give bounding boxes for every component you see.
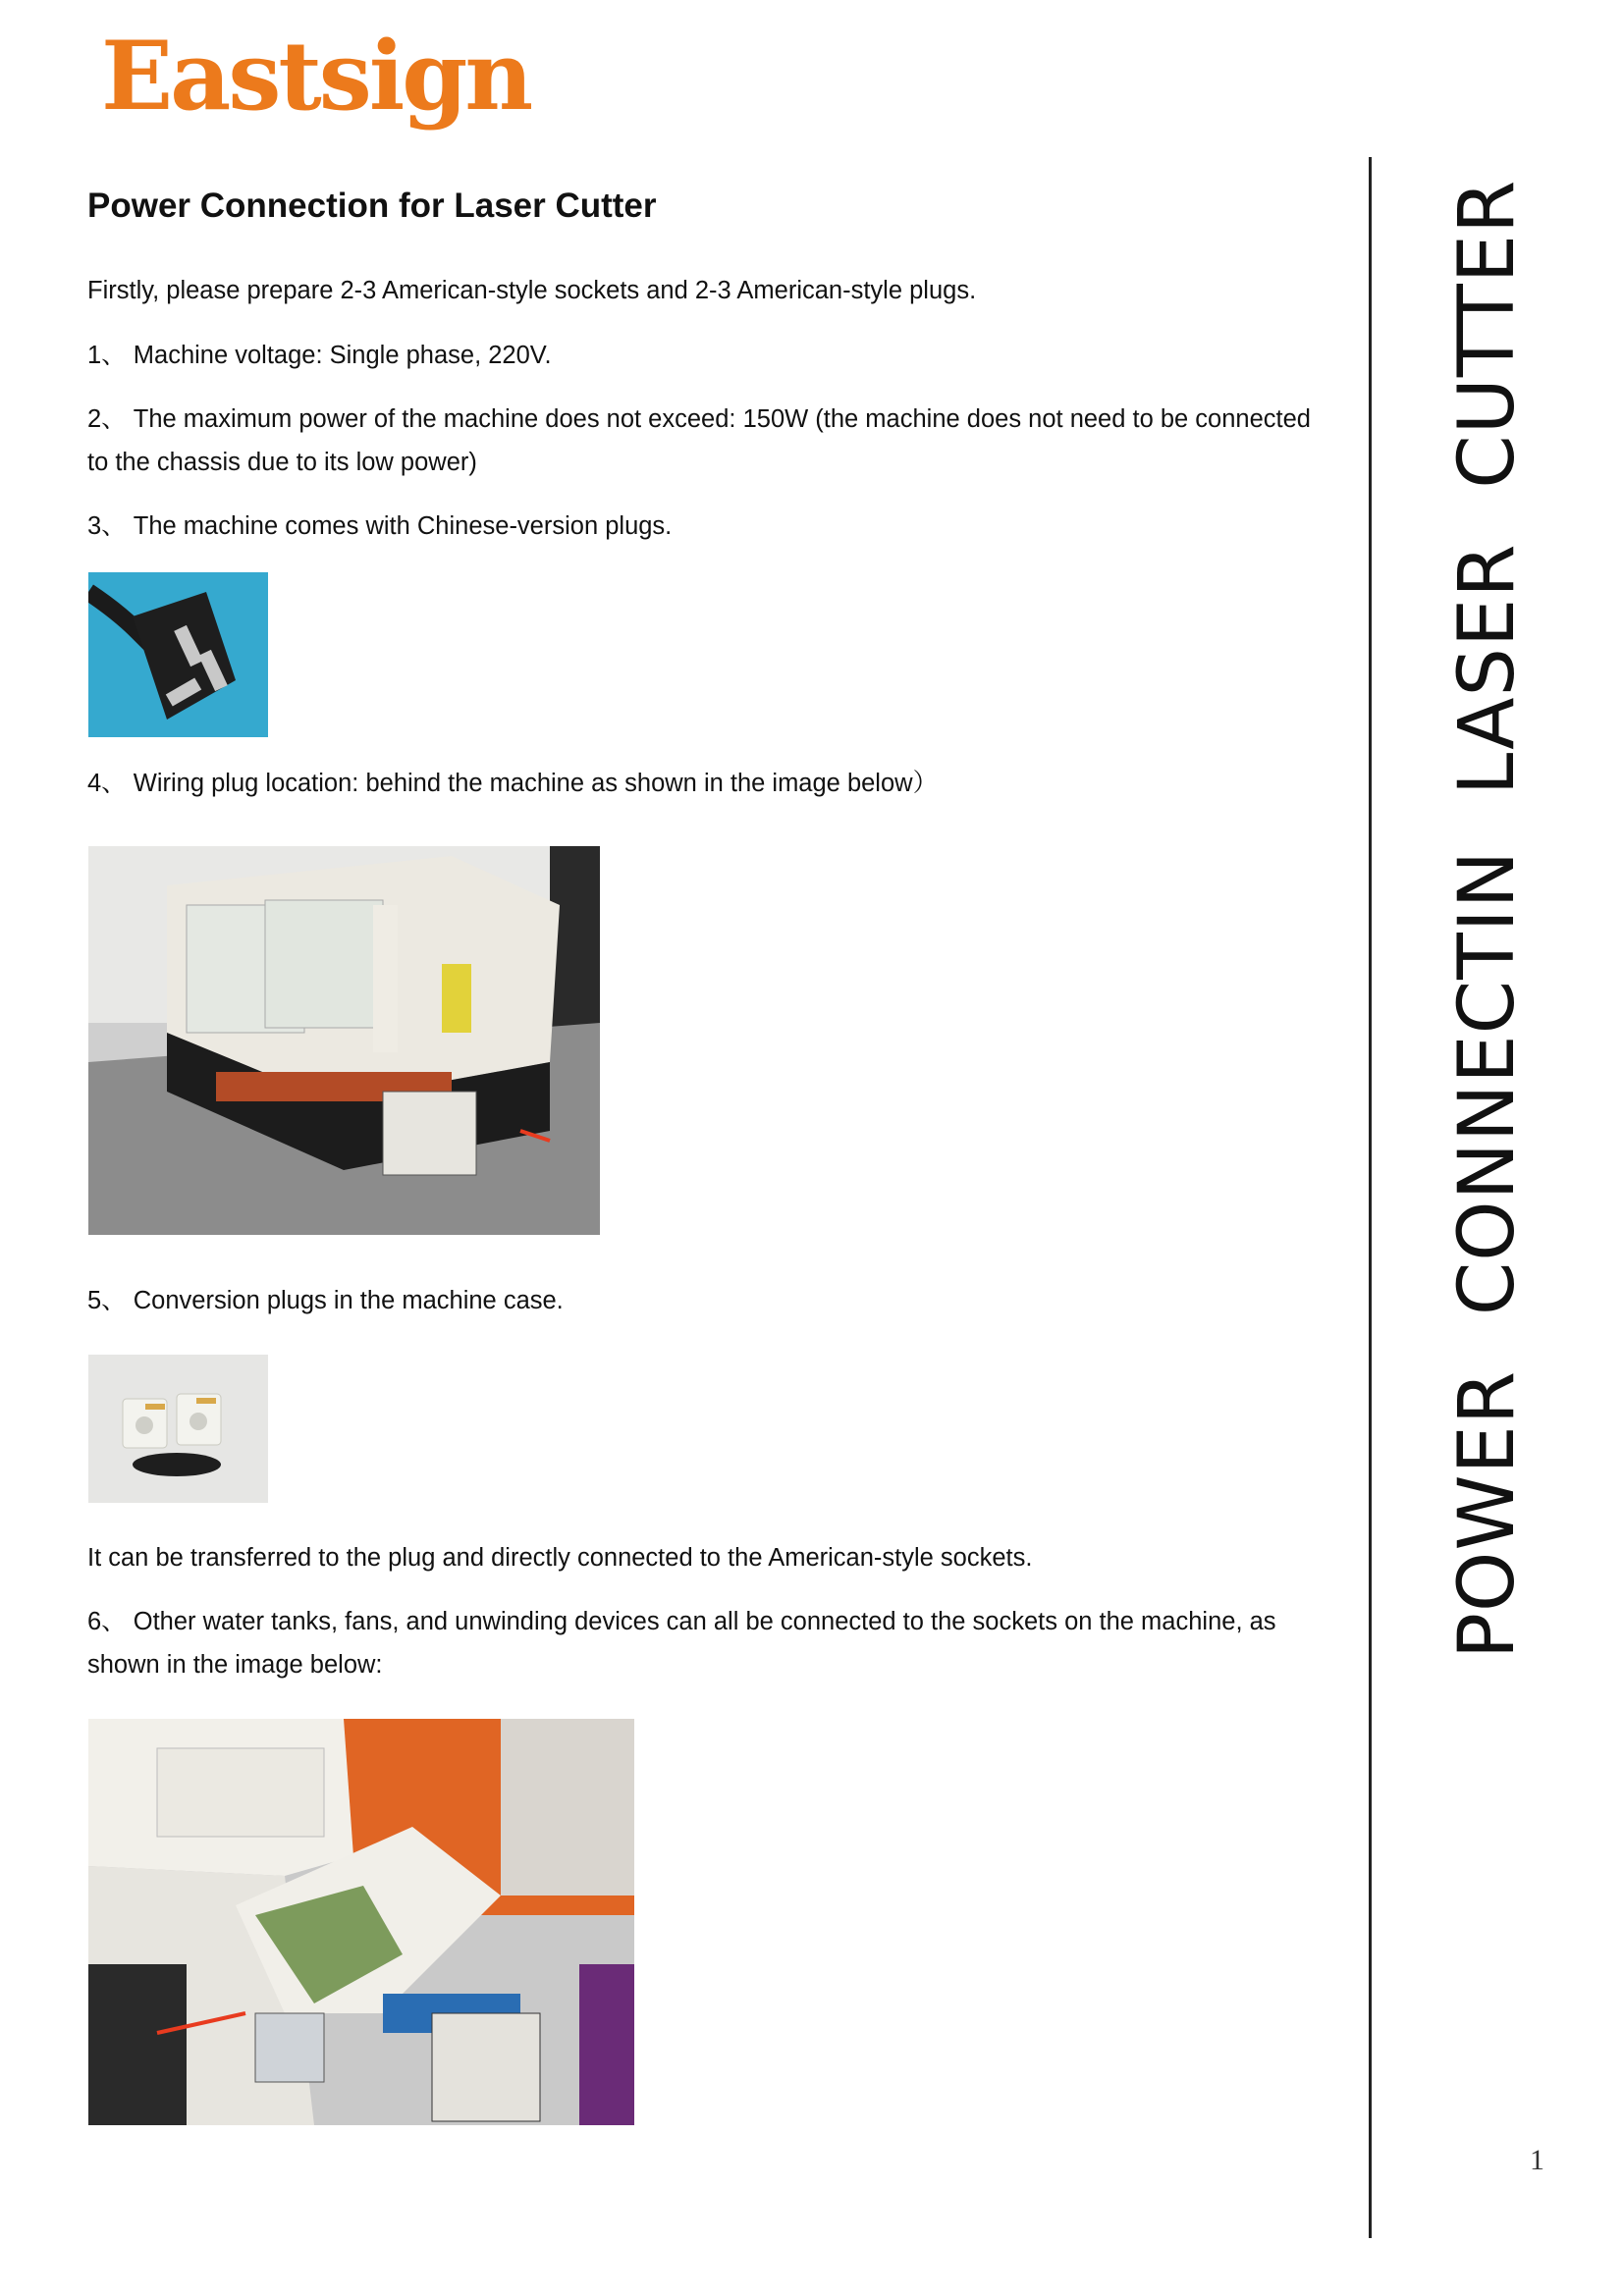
laser-cutter-machine-photo [88, 846, 600, 1235]
transfer-note: It can be transferred to the plug and directly connected to the American-style sockets. [87, 1544, 1033, 1572]
vertical-divider [1369, 157, 1372, 2238]
page-number: 1 [1530, 2144, 1544, 2176]
side-title: POWER CONNECTIN LASER CUTTER [1443, 179, 1532, 1659]
item-4: 4、 Wiring plug location: behind the machine as shown in the image below） [87, 770, 939, 797]
page-title: Power Connection for Laser Cutter [87, 187, 657, 225]
item-2: 2、 The maximum power of the machine does not exceed: 150W (the machine does not need to be connected to the chassis due to its low power) [87, 405, 1311, 476]
item-6: 6、 Other water tanks, fans, and unwinding devices can all be connected to the sockets on the machine, as shown in the image below: [87, 1608, 1276, 1679]
chinese-plug-photo [88, 572, 268, 737]
intro-paragraph: Firstly, please prepare 2-3 American-style sockets and 2-3 American-style plugs. [87, 277, 977, 304]
unwinding-device-photo [88, 1719, 634, 2125]
item-5: 5、 Conversion plugs in the machine case. [87, 1287, 564, 1314]
eastsign-logo: Eastsign [101, 21, 531, 132]
conversion-plugs-photo [88, 1355, 268, 1503]
item-1: 1、 Machine voltage: Single phase, 220V. [87, 342, 552, 369]
item-3: 3、 The machine comes with Chinese-version plugs. [87, 512, 673, 540]
